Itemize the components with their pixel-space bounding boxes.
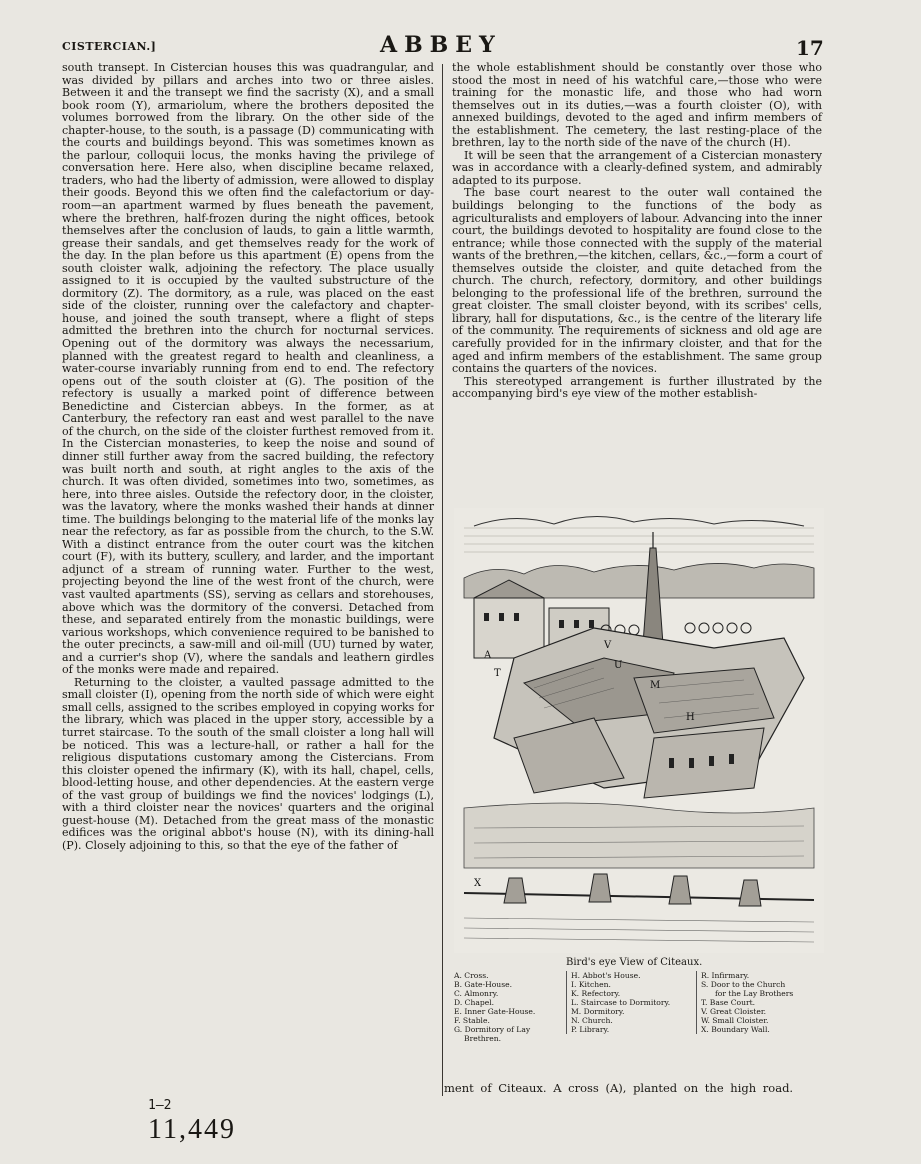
right-paragraph-2: It will be seen that the arrangement of a Cistercian monastery was in accordance with a clearly-defined system, and admirably adapted to its purpose. bbox=[452, 148, 822, 187]
right-paragraph-4: This stereotyped arrangement is further illustrated by the accompanying bird's eye view of the mother establish- bbox=[452, 374, 822, 401]
birds-eye-view-illustration bbox=[454, 508, 824, 953]
handwritten-catalog-number: 11,449 bbox=[148, 1114, 236, 1145]
left-paragraph-1: south transept. In Cistercian houses this was quadrangular, and was divided by pillars and arches into two or three aisles. Between it and the transept we find the sacristy (X), and a small book room (Y), armariolum, where the brothers deposited the volumes borrowed from the library. On the other side of the chapter-house, to the south, is a passage (D) communicating with the courts and buildings beyond. This was sometimes known as the parlour, colloquii locus, the monks having the privilege of conversation here. Here also, when discipline became relaxed, traders, who had the liberty of admission, were allowed to display their goods. Beyond this we often find the calefactorium or day-room—an apartment warmed by flues beneath the pavement, where the brethren, half-frozen during the night offices, betook themselves after the conclusion of lauds, to gain a little warmth, grease their sandals, and get themselves ready for the work of the day. In the plan before us this apartment (E) opens from the south cloister walk, adjoining the refectory. The place usually assigned to it is occupied by the vaulted substructure of the dormitory (Z). The dormitory, as a rule, was placed on the east side of the cloister, running over the calefactory and chapter-house, and joined the south transept, where a flight of steps admitted the brethren into the church for nocturnal services. Opening out of the dormitory was always the necessarium, planned with the greatest regard to health and cleanliness, a water-course invariably running from end to end. The refectory opens out of the south cloister at (G). The position of the refectory is usually a marked point of difference between Benedictine and Cistercian abbeys. In the former, as at Canterbury, the refectory ran east and west parallel to the nave of the church, on the side of the cloister furthest removed from it. In the Cistercian monasteries, to keep the noise and sound of dinner still further away from the sacred building, the refectory was built north and south, at right angles to the axis of the church. It was often divided, sometimes into two, sometimes, as here, into three aisles. Outside the refectory door, in the cloister, was the lavatory, where the monks washed their hands at dinner time. The buildings belonging to the material life of the monks lay near the refectory, as far as possible from the church, to the S.W. With a distinct entrance from the outer court was the kitchen court (F), with its buttery, scullery, and larder, and the important adjunct of a stream of running water. Further to the west, projecting beyond the line of the west front of the church, were vast vaulted apartments (SS), serving as cellars and storehouses, above which was the dormitory of the conversi. Detached from these, and separated entirely from the monastic buildings, were various workshops, which convenience required to be banished to the outer precincts, a saw-mill and oil-mill (UU) turned by water, and a currier's shop (V), where the sandals and leathern girdles of the monks were made and repaired. bbox=[62, 61, 434, 677]
legend-item: Brethren. bbox=[464, 1034, 502, 1043]
legend-item: A. Cross. bbox=[454, 971, 489, 980]
legend-item: R. Infirmary. bbox=[701, 971, 750, 980]
legend-item: F. Stable. bbox=[454, 1016, 490, 1025]
legend-item: P. Library. bbox=[571, 1025, 610, 1034]
figure-letter-m: M bbox=[650, 680, 661, 691]
column-divider bbox=[442, 64, 443, 1096]
legend-item: W. Small Cloister. bbox=[701, 1016, 769, 1025]
legend-item: S. Door to the Church bbox=[701, 980, 786, 989]
figure-letter-a: A bbox=[484, 650, 492, 661]
legend-item: M. Dormitory. bbox=[571, 1007, 625, 1016]
legend-item: L. Staircase to Dormitory. bbox=[571, 998, 671, 1007]
legend-item: X. Boundary Wall. bbox=[701, 1025, 770, 1034]
legend-item: N. Church. bbox=[571, 1016, 613, 1025]
figure-letter-t: T bbox=[494, 668, 501, 679]
legend-item: H. Abbot's House. bbox=[571, 971, 641, 980]
legend-item: D. Chapel. bbox=[454, 998, 495, 1007]
right-column bbox=[452, 62, 822, 401]
legend-item: B. Gate-House. bbox=[454, 980, 513, 989]
legend-item: V. Great Cloister. bbox=[701, 1007, 767, 1016]
footer-note: 1—2 bbox=[148, 1098, 172, 1113]
legend-item: G. Dormitory of Lay bbox=[454, 1025, 531, 1034]
left-paragraph-2: Returning to the cloister, a vaulted passage admitted to the small cloister (I), opening from the north side of which were eight small cells, assigned to the scribes employed in copying works for the library, which was placed in the upper story, accessible by a turret staircase. To the south of the small cloister a long hall will be noticed. This was a lecture-hall, or rather a hall for the religious disputations customary among the Cistercians. From this cloister opened the infirmary (K), with its hall, chapel, cells, blood-letting house, and other dependencies. At the eastern verge of the vast group of buildings we find the novices' lodgings (L), with a third cloister near the novices' quarters and the original guest-house (M). Detached from the great mass of the monastic edifices was the original abbot's house (N), with its dining-hall (P). Closely adjoining to this, so that the eye of the father of bbox=[62, 675, 434, 852]
right-paragraph-1: the whole establishment should be constantly over those who stood the most in need of his watchful care,—those who were training for the monastic life, and those who had worn themselves out in its duties,—was a fourth cloister (O), with annexed buildings, devoted to the aged and infirm members of the establishment. The cemetery, the last resting-place of the brethren, lay to the north side of the nave of the church (H). bbox=[452, 61, 822, 150]
page-number: 17 bbox=[796, 36, 824, 60]
figure-legend-column-3 bbox=[696, 971, 829, 1034]
right-paragraph-3: The base court nearest to the outer wall contained the buildings belonging to the functions of the body as agriculturalists and employers of labour. Advancing into the inner court, the buildings devoted to hospitality are found close to the entrance; while those connected with the supply of the material wants of the brethren,—the kitchen, cellars, &c.,—form a court of themselves outside the cloister, and quite detached from the church. The church, refectory, dormitory, and other buildings belonging to the professional life of the brethren, surround the great cloister. The small cloister beyond, with its scribes' cells, library, hall for disputations, &c., is the centre of the literary life of the community. The requirements of sickness and old age are carefully provided for in the infirmary cloister, and that for the aged and infirm members of the establishment. The same group contains the quarters of the novices. bbox=[452, 186, 823, 376]
left-column bbox=[62, 62, 434, 852]
legend-item: I. Kitchen. bbox=[571, 980, 611, 989]
legend-item: C. Almonry. bbox=[454, 989, 499, 998]
figure-letter-h: H bbox=[686, 712, 695, 723]
running-head-left: CISTERCIAN.] bbox=[62, 40, 157, 53]
legend-item: K. Refectory. bbox=[571, 989, 621, 998]
figure-letter-v: V bbox=[604, 640, 612, 651]
legend-item: for the Lay Brothers bbox=[715, 989, 794, 998]
running-head-title: ABBEY bbox=[380, 32, 502, 58]
figure-caption: Bird's eye View of Citeaux. bbox=[566, 957, 703, 968]
legend-item: T. Base Court. bbox=[701, 998, 756, 1007]
figure-letter-x: X bbox=[474, 878, 482, 889]
legend-item: E. Inner Gate-House. bbox=[454, 1007, 536, 1016]
figure-letter-u: U bbox=[614, 660, 623, 671]
right-column-last-line: ment of Citeaux. A cross (A), planted on the high road. bbox=[444, 1081, 794, 1095]
figure-legend-column-2 bbox=[566, 971, 695, 1034]
figure-legend-column-1 bbox=[454, 971, 566, 1043]
